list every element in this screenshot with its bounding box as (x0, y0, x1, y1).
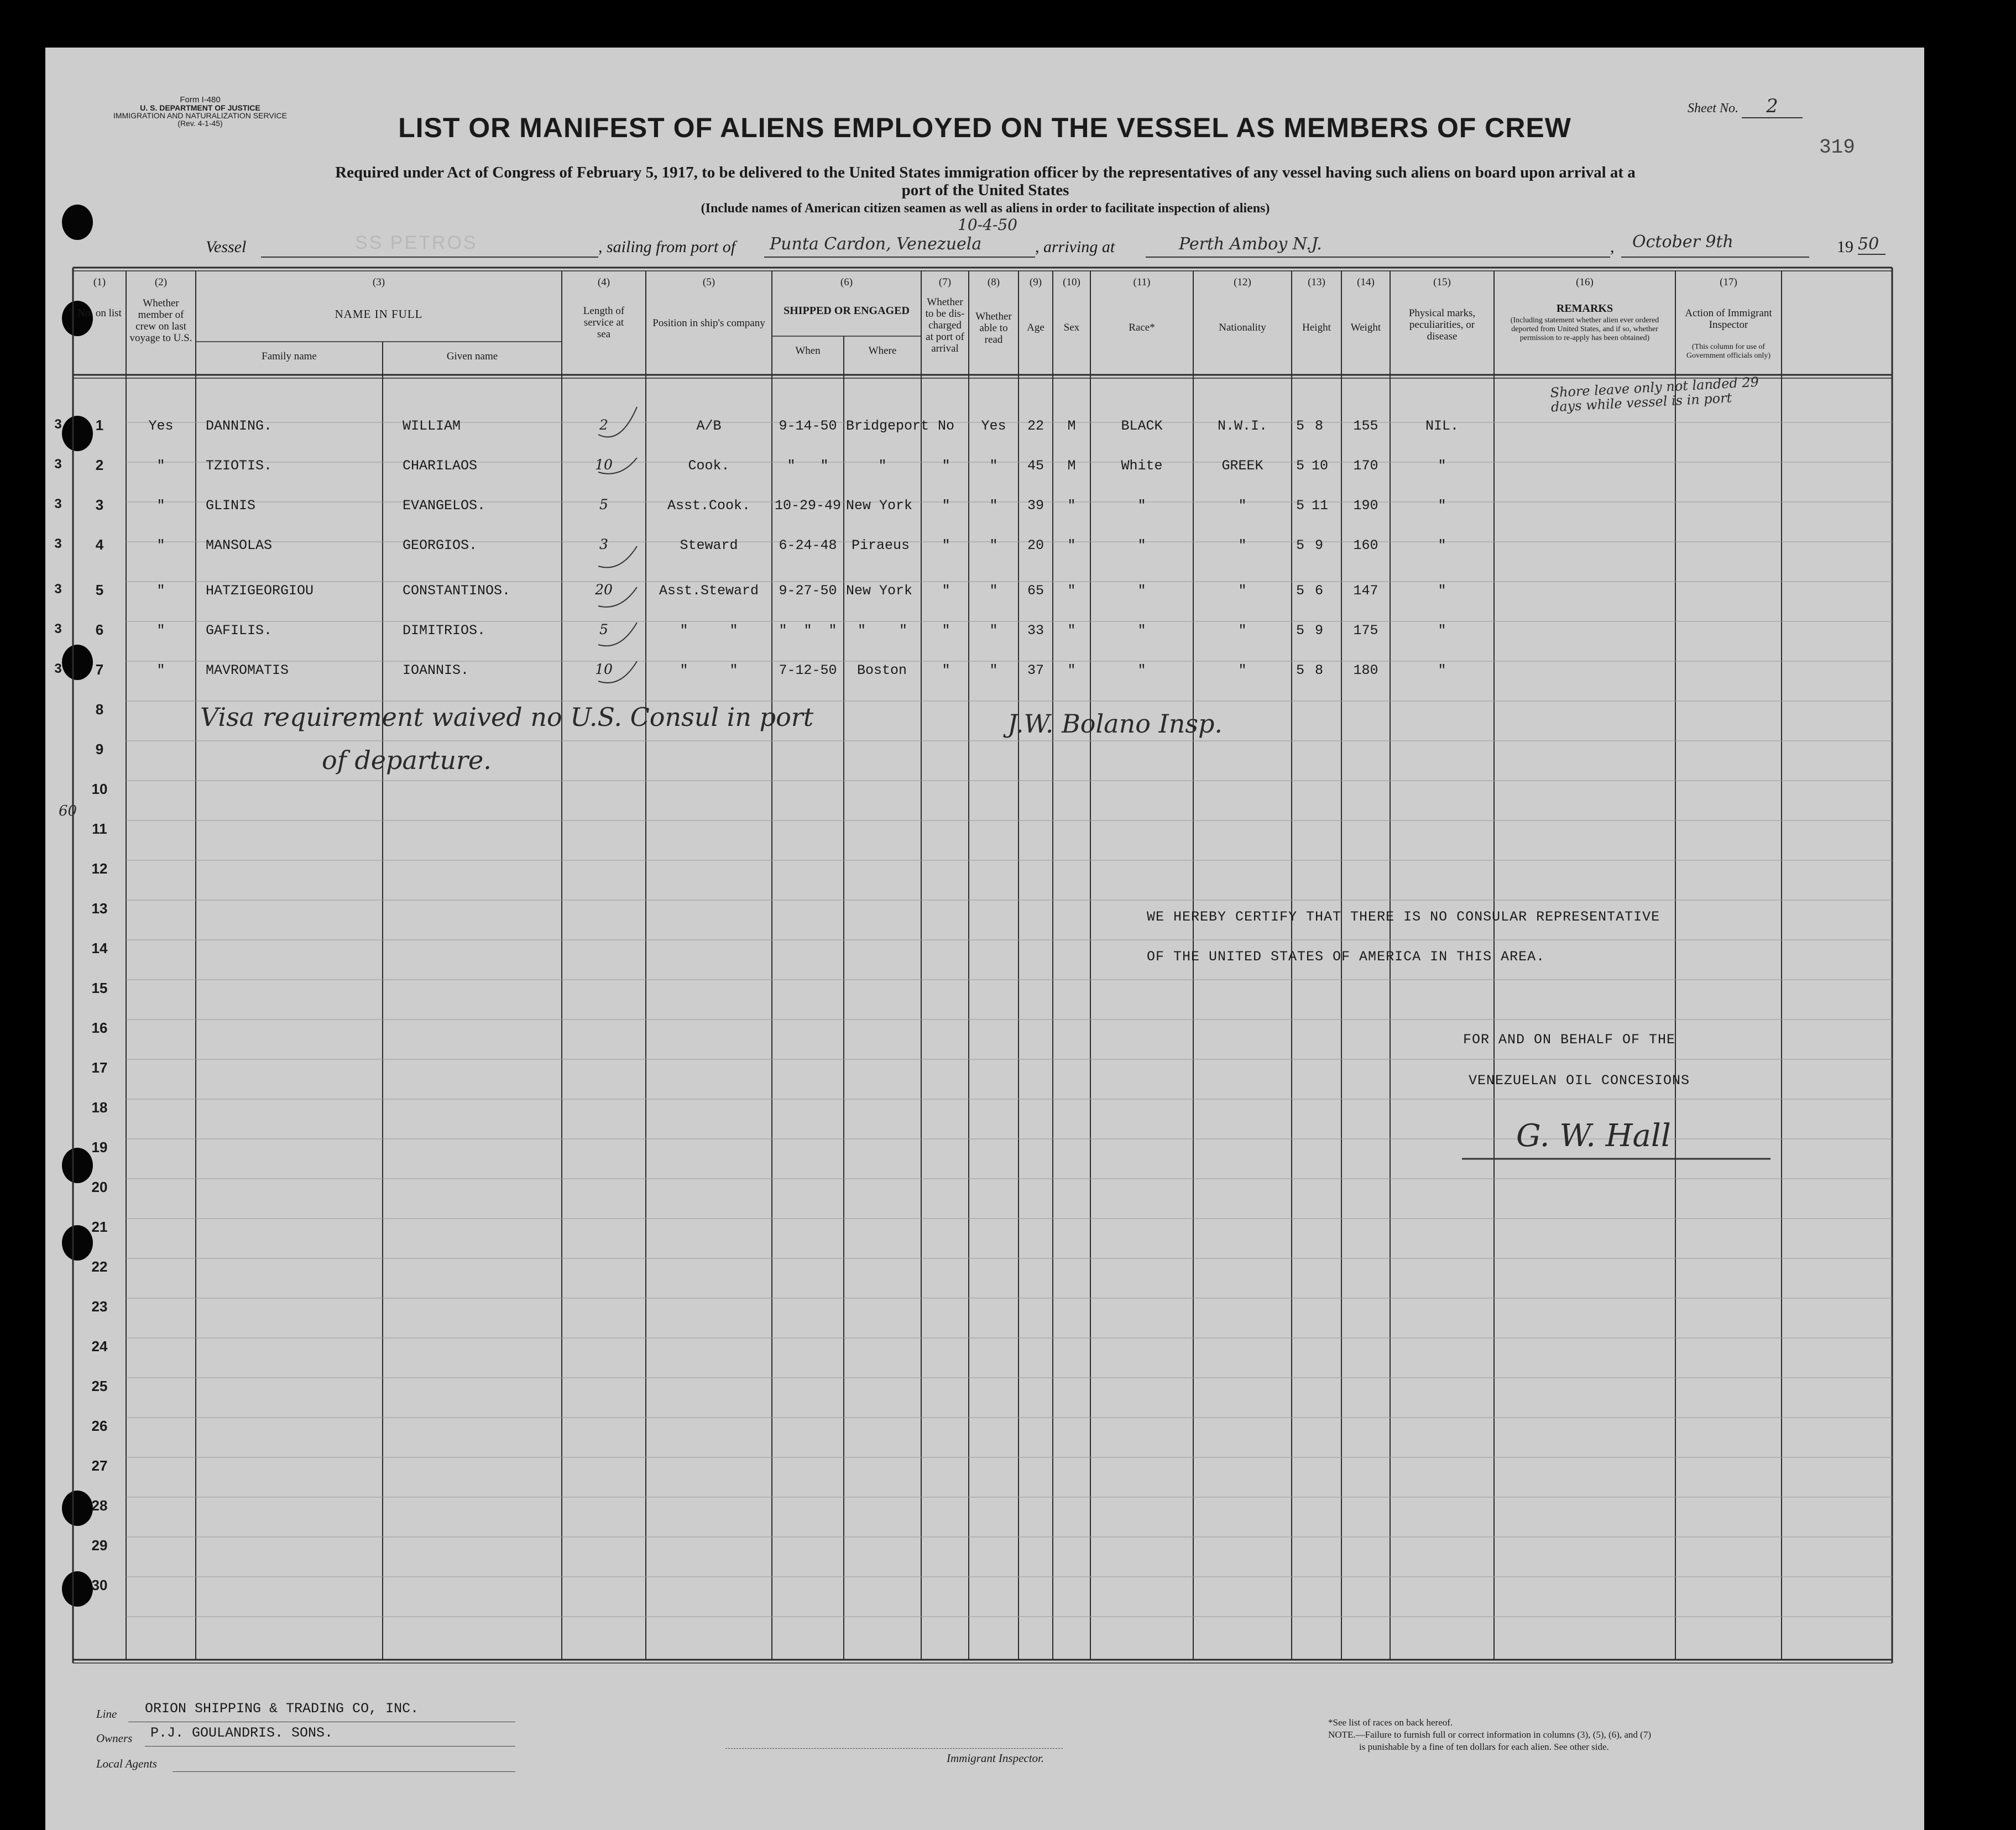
sailing-port: Punta Cardon, Venezuela (770, 234, 982, 254)
height-in: 8 (1315, 662, 1324, 678)
physical-marks: " (1438, 498, 1446, 514)
sex: " (1067, 583, 1076, 599)
col-num: (9) (1029, 276, 1042, 288)
prev-voyage: " (156, 537, 165, 553)
physical-marks: NIL. (1425, 418, 1459, 434)
footer-line-label: Line (96, 1707, 117, 1721)
race: " (1137, 537, 1146, 553)
header-age: Age (1027, 322, 1044, 333)
sailing-label: , sailing from port of (598, 238, 736, 256)
col-num: (8) (987, 276, 1000, 288)
given-name: DIMITRIOS. (403, 623, 486, 639)
col-num: (11) (1133, 276, 1151, 288)
sex: M (1067, 458, 1076, 474)
header-weight: Weight (1350, 322, 1381, 333)
shipped-where: Piraeus (852, 537, 910, 553)
family-name: GAFILIS. (206, 623, 273, 639)
age: 20 (1027, 537, 1044, 553)
remarks-shore-leave-note: Shore leave only not landed 29 days while vessel is in port (1549, 374, 1759, 415)
height-in: 10 (1312, 458, 1329, 474)
nationality: " (1238, 623, 1247, 639)
col-num: (14) (1357, 276, 1375, 288)
col-num: (1) (93, 276, 106, 288)
given-name: GEORGIOS. (403, 537, 478, 553)
nationality: N.W.I. (1217, 418, 1267, 434)
header-able-to-read: Whether able to read (975, 311, 1012, 346)
row-prefix: 3 (54, 496, 62, 511)
row-number: 21 (91, 1219, 108, 1235)
shipped-where: " " (857, 623, 907, 639)
row-number: 19 (91, 1139, 108, 1155)
position: Cook. (688, 458, 730, 474)
row-prefix: 3 (54, 457, 62, 472)
row-number: 20 (91, 1179, 108, 1195)
position: Steward (680, 537, 738, 553)
row-number: 23 (91, 1298, 108, 1315)
prev-voyage: " (156, 583, 165, 599)
vessel-label: Vessel (206, 238, 247, 256)
row-number: 22 (91, 1258, 108, 1275)
header-name-in-full: NAME IN FULL (335, 307, 423, 321)
given-name: CONSTANTINOS. (403, 583, 511, 599)
given-name: IOANNIS. (403, 662, 469, 678)
given-name: WILLIAM (403, 418, 461, 434)
physical-marks: " (1438, 537, 1446, 553)
shipped-when: " " (787, 458, 829, 474)
col-num: (6) (840, 276, 853, 288)
service-length: 5 (599, 621, 608, 637)
age: 22 (1027, 418, 1044, 434)
row-number: 18 (91, 1099, 108, 1116)
row-number: 9 (95, 741, 104, 757)
col-num: (13) (1308, 276, 1325, 288)
row-number: 16 (91, 1019, 108, 1036)
nationality: " (1238, 537, 1247, 553)
row-number: 29 (91, 1537, 108, 1554)
footer-note-1: NOTE.—Failure to furnish full or correct information in columns (3), (5), (6), and (7) (1328, 1729, 1651, 1740)
physical-marks: " (1438, 662, 1446, 678)
race: " (1137, 498, 1146, 514)
race: " (1137, 583, 1146, 599)
sailing-date: 10-4-50 (958, 216, 1017, 234)
col-num: (2) (154, 276, 168, 288)
form-dept: U. S. DEPARTMENT OF JUSTICE (140, 103, 260, 112)
shipped-when: 7-12-50 (779, 662, 837, 678)
subtitle-port: port of the United States (901, 181, 1069, 199)
service-length: 10 (595, 661, 613, 677)
row-number: 6 (95, 621, 104, 638)
height-in: 9 (1315, 623, 1324, 639)
discharged: " (942, 458, 950, 474)
prev-voyage: " (156, 662, 165, 678)
col-num: (7) (938, 276, 952, 288)
row-number: 30 (91, 1577, 108, 1593)
weight: 180 (1353, 662, 1378, 678)
height-in: 11 (1312, 498, 1329, 514)
visa-waiver-note: Visa requirement waived no U.S. Consul in port (200, 702, 814, 732)
manifest-sheet (45, 48, 1924, 1830)
sex: " (1067, 662, 1076, 678)
header-remarks: REMARKS (1556, 302, 1613, 315)
col-num: (15) (1433, 276, 1451, 288)
sex: M (1067, 418, 1076, 434)
col-num: (4) (597, 276, 610, 288)
weight: 155 (1353, 418, 1378, 434)
subtitle-act: Required under Act of Congress of February 5, 1917, to be delivered to the United States immigration officer by the representatives of any vessel having such aliens on board upon arrival at a (335, 164, 1636, 181)
shipped-where: " (878, 458, 887, 474)
shipped-when: 9-14-50 (779, 418, 837, 434)
footer-note-2: is punishable by a fine of ten dollars for each alien. See other side. (1359, 1742, 1609, 1752)
row-number: 10 (91, 781, 108, 797)
family-name: HATZIGEORGIOU (206, 583, 314, 599)
header-where: Where (868, 345, 897, 357)
row-number: 25 (91, 1378, 108, 1394)
year-value: 50 (1858, 234, 1886, 255)
footer-owners-label: Owners (96, 1732, 133, 1745)
discharged: " (942, 537, 950, 553)
header-no-on-list: No. on list (77, 307, 122, 319)
race: " (1137, 662, 1146, 678)
row-number: 27 (91, 1457, 108, 1474)
col-num: (17) (1720, 276, 1737, 288)
header-family-name: Family name (262, 351, 317, 362)
nationality: GREEK (1221, 458, 1263, 474)
header-inspector-note: (This column for use of Government officials only) (1686, 343, 1771, 360)
sex: " (1067, 498, 1076, 514)
family-name: TZIOTIS. (206, 458, 273, 474)
row-number: 28 (91, 1497, 108, 1514)
able-to-read: " (989, 623, 998, 639)
shipped-where: Bridgeport (846, 418, 929, 434)
height-ft: 5 (1296, 662, 1305, 678)
physical-marks: " (1438, 623, 1446, 639)
page-title: LIST OR MANIFEST OF ALIENS EMPLOYED ON THE VESSEL AS MEMBERS OF CREW (398, 112, 1571, 143)
race: " (1137, 623, 1146, 639)
shipped-when: 6-24-48 (779, 537, 837, 553)
col-num: (12) (1234, 276, 1251, 288)
shipped-when: " " " (779, 623, 837, 639)
height-ft: 5 (1296, 498, 1305, 514)
discharged: " (942, 623, 950, 639)
row-number: 8 (95, 701, 104, 718)
discharged: " (942, 662, 950, 678)
footer-agents-label: Local Agents (96, 1757, 157, 1770)
position: A/B (696, 418, 722, 434)
certification-line-1: WE HEREBY CERTIFY THAT THERE IS NO CONSULAR REPRESENTATIVE (1147, 909, 1660, 925)
date-comma: , (1610, 238, 1615, 256)
nationality: " (1238, 662, 1247, 678)
footer-inspector-blank (725, 1748, 1063, 1749)
row-number: 24 (91, 1338, 108, 1355)
prev-voyage: " (156, 498, 165, 514)
header-discharged: Whether to be dis-charged at port of arrival (925, 296, 965, 354)
inspector-signature: J.W. Bolano Insp. (1007, 709, 1223, 739)
nationality: " (1238, 498, 1247, 514)
row-number: 7 (95, 661, 104, 678)
header-remarks-note: (Including statement whether alien ever ordered deported from United States, and if so, whether permission to re-apply has been obtained) (1510, 316, 1659, 342)
header-sex: Sex (1063, 322, 1080, 333)
weight: 175 (1353, 623, 1378, 639)
service-length: 20 (595, 582, 613, 598)
age: 37 (1027, 662, 1044, 678)
row-number: 14 (91, 940, 108, 956)
row-number: 15 (91, 980, 108, 996)
prev-voyage: " (156, 458, 165, 474)
visa-waiver-note-2: of departure. (322, 745, 492, 775)
height-in: 8 (1315, 418, 1324, 434)
weight: 170 (1353, 458, 1378, 474)
race: BLACK (1121, 418, 1163, 434)
header-race: Race* (1129, 322, 1155, 333)
row-number: 2 (95, 457, 104, 473)
service-length: 2 (599, 417, 608, 433)
prev-voyage: Yes (148, 418, 174, 434)
able-to-read: " (989, 458, 998, 474)
able-to-read: " (989, 662, 998, 678)
form-service: IMMIGRATION AND NATURALIZATION SERVICE (113, 111, 287, 120)
family-name: GLINIS (206, 498, 256, 514)
given-name: EVANGELOS. (403, 498, 486, 514)
row-number: 11 (92, 820, 107, 837)
age: 45 (1027, 458, 1044, 474)
col-num: (16) (1576, 276, 1594, 288)
service-length: 3 (599, 536, 608, 552)
year-prefix: 19 (1837, 238, 1853, 256)
header-position: Position in ship's company (652, 317, 765, 329)
row-number: 26 (91, 1418, 108, 1434)
discharged: No (937, 418, 954, 434)
header-inspector-action: Action of Immigrant Inspector (1685, 307, 1772, 331)
row-prefix: 3 (54, 621, 62, 636)
age: 39 (1027, 498, 1044, 514)
shipped-where: New York (846, 583, 913, 599)
physical-marks: " (1438, 458, 1446, 474)
weight: 147 (1353, 583, 1378, 599)
header-service-length: Length of service at sea (583, 305, 625, 340)
row-prefix: 3 (54, 661, 62, 676)
sex: " (1067, 537, 1076, 553)
family-name: DANNING. (206, 418, 273, 434)
position: Asst.Cook. (667, 498, 751, 514)
vessel-name: SS PETROS (355, 232, 478, 253)
height-ft: 5 (1296, 623, 1305, 639)
able-to-read: " (989, 537, 998, 553)
age: 65 (1027, 583, 1044, 599)
row-number: 5 (95, 582, 104, 598)
able-to-read: " (989, 498, 998, 514)
col-num: (5) (702, 276, 715, 288)
col-num: (3) (372, 276, 385, 288)
row-prefix: 3 (54, 417, 62, 432)
row-number: 3 (95, 496, 104, 513)
header-physical-marks: Physical marks, peculiarities, or disease (1408, 307, 1476, 342)
footer-races-note: *See list of races on back hereof. (1328, 1717, 1453, 1728)
position: " " (680, 623, 738, 639)
footer-agents-blank (173, 1771, 515, 1772)
footer-inspector-label: Immigrant Inspector. (947, 1751, 1044, 1765)
discharged: " (942, 583, 950, 599)
header-prev-voyage: Whether member of crew on last voyage to U.S. (129, 297, 192, 344)
nationality: " (1238, 583, 1247, 599)
form-number: Form I-480 (180, 95, 221, 104)
certification-line-2: OF THE UNITED STATES OF AMERICA IN THIS AREA. (1147, 949, 1545, 965)
shipped-where: Boston (857, 662, 907, 678)
shipped-where: New York (846, 498, 913, 514)
footer-owners-blank (145, 1746, 515, 1747)
header-given-name: Given name (446, 351, 498, 362)
prev-voyage: " (156, 623, 165, 639)
col-num: (10) (1063, 276, 1080, 288)
height-ft: 5 (1296, 418, 1305, 434)
arriving-label: , arriving at (1035, 238, 1115, 256)
form-rev: (Rev. 4-1-45) (177, 119, 223, 128)
discharged: " (942, 498, 950, 514)
shipped-when: 9-27-50 (779, 583, 837, 599)
sheet-number-value: 2 (1742, 95, 1803, 118)
header-nationality: Nationality (1219, 322, 1266, 333)
able-to-read: " (989, 583, 998, 599)
row-number: 12 (91, 860, 108, 877)
row-prefix: 3 (54, 536, 62, 551)
subtitle-include: (Include names of American citizen seamen as well as aliens in order to facilitate inspection of aliens) (701, 201, 1270, 216)
age: 33 (1027, 623, 1044, 639)
row-number: 4 (95, 536, 104, 553)
footer-owners-value: P.J. GOULANDRIS. SONS. (150, 1725, 333, 1741)
height-in: 9 (1315, 537, 1324, 553)
arrival-date: October 9th (1632, 232, 1733, 252)
weight: 160 (1353, 537, 1378, 553)
header-height: Height (1302, 322, 1331, 333)
given-name: CHARILAOS (403, 458, 478, 474)
service-length: 10 (595, 457, 613, 473)
footer-line-value: ORION SHIPPING & TRADING CO, INC. (145, 1701, 419, 1717)
sheet-number-label: Sheet No. (1688, 101, 1738, 116)
height-ft: 5 (1296, 458, 1305, 474)
sex: " (1067, 623, 1076, 639)
row-prefix: 3 (54, 582, 62, 597)
position: " " (680, 662, 738, 678)
able-to-read: Yes (981, 418, 1006, 434)
race: White (1121, 458, 1163, 474)
agent-signature: G. W. Hall (1516, 1118, 1671, 1154)
family-name: MANSOLAS (206, 537, 273, 553)
header-when: When (795, 345, 821, 357)
margin-mark: 60 (59, 803, 77, 819)
position: Asst.Steward (659, 583, 759, 599)
row-number: 13 (91, 900, 108, 917)
height-in: 6 (1315, 583, 1324, 599)
row-number: 17 (91, 1059, 108, 1076)
weight: 190 (1353, 498, 1378, 514)
family-name: MAVROMATIS (206, 662, 289, 678)
height-ft: 5 (1296, 537, 1305, 553)
physical-marks: " (1438, 583, 1446, 599)
row-number: 1 (95, 417, 104, 433)
height-ft: 5 (1296, 583, 1305, 599)
arriving-port: Perth Amboy N.J. (1179, 234, 1322, 254)
shipped-when: 10-29-49 (774, 498, 842, 514)
page-stamp: 319 (1819, 136, 1855, 159)
header-shipped-engaged: SHIPPED OR ENGAGED (784, 305, 910, 317)
certification-line-4: VENEZUELAN OIL CONCESIONS (1469, 1073, 1690, 1089)
certification-line-3: FOR AND ON BEHALF OF THE (1463, 1032, 1676, 1048)
service-length: 5 (599, 496, 608, 513)
